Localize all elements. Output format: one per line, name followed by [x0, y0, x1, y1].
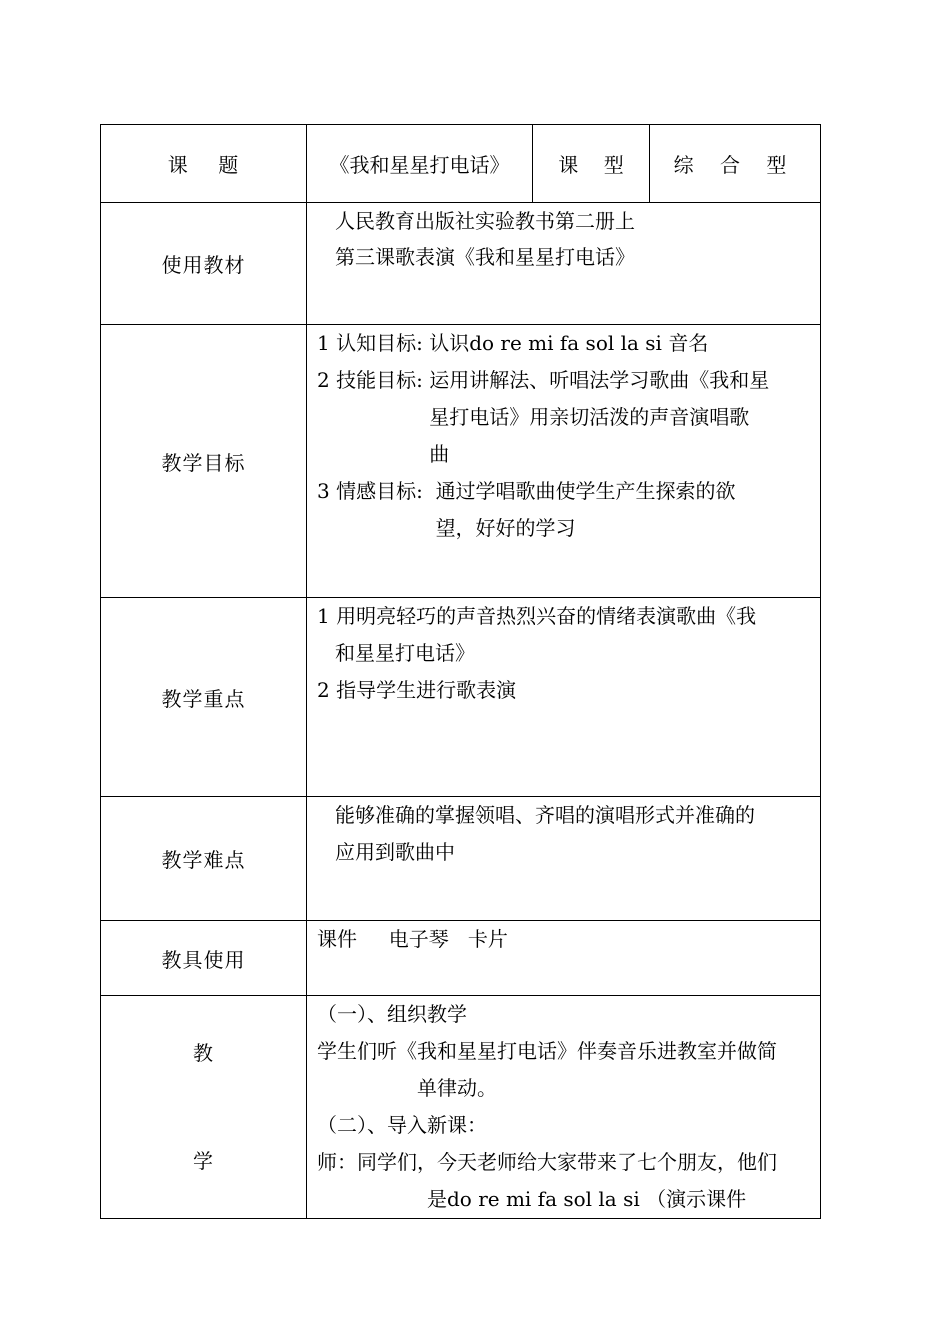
tools-label: 教具使用: [101, 921, 307, 996]
tools-value: 课件 电子琴 卡片: [317, 927, 508, 951]
topic-value: 《我和星星打电话》: [307, 125, 533, 203]
row-tools: [101, 921, 821, 996]
type-value: 综 合 型: [650, 125, 821, 203]
lesson-plan-table: [100, 124, 821, 1219]
goal-item: 2 技能目标: 运用讲解法、听唱法学习歌曲《我和星 星打电话》用亲切活泼的声音演唱歌 曲: [317, 368, 770, 466]
textbook-line-2: 第三课歌表演《我和星星打电话》: [335, 245, 635, 269]
key-point-line: 和星星打电话》: [335, 641, 475, 665]
goal-item: 3 情感目标: 通过学唱歌曲使学生产生探索的欲 望，好好的学习: [317, 479, 736, 540]
process-line: 单律动。: [417, 1076, 497, 1100]
process-label-char: 教: [193, 1041, 214, 1065]
process-line: 学生们听《我和星星打电话》伴奏音乐进教室并做简: [317, 1039, 777, 1063]
process-content: [307, 996, 821, 1219]
process-line: 师：同学们，今天老师给大家带来了七个朋友，他们: [317, 1150, 777, 1174]
type-label: 课 型: [533, 125, 650, 203]
textbook-content: [307, 203, 821, 325]
difficulties-label: 教学难点: [101, 797, 307, 921]
goals-label: 教学目标: [101, 325, 307, 598]
goal-item: 1 认知目标: 认识do re mi fa sol la si 音名: [317, 331, 709, 355]
textbook-label: 使用教材: [101, 203, 307, 325]
tools-content: [307, 921, 821, 996]
difficulty-line: 应用到歌曲中: [335, 840, 455, 864]
process-label: [101, 996, 307, 1219]
row-textbook: [101, 203, 821, 325]
row-key-points: [101, 598, 821, 797]
process-line: （一）、组织教学: [317, 1002, 467, 1026]
process-line: （二）、导入新课：: [317, 1113, 487, 1137]
row-topic: [101, 125, 821, 203]
key-point-line: 1 用明亮轻巧的声音热烈兴奋的情绪表演歌曲《我: [317, 604, 757, 628]
key-points-content: [307, 598, 821, 797]
row-process: [101, 996, 821, 1219]
row-goals: [101, 325, 821, 598]
process-label-char: 学: [193, 1149, 214, 1173]
difficulty-line: 能够准确的掌握领唱、齐唱的演唱形式并准确的: [335, 803, 755, 827]
difficulties-content: [307, 797, 821, 921]
textbook-line-1: 人民教育出版社实验教书第二册上: [335, 209, 635, 233]
process-line: 是do re mi fa sol la si （演示课件: [427, 1187, 747, 1211]
topic-label: 课 题: [101, 125, 307, 203]
goals-content: [307, 325, 821, 598]
key-points-label: 教学重点: [101, 598, 307, 797]
row-difficulties: [101, 797, 821, 921]
key-point-line: 2 指导学生进行歌表演: [317, 678, 517, 702]
